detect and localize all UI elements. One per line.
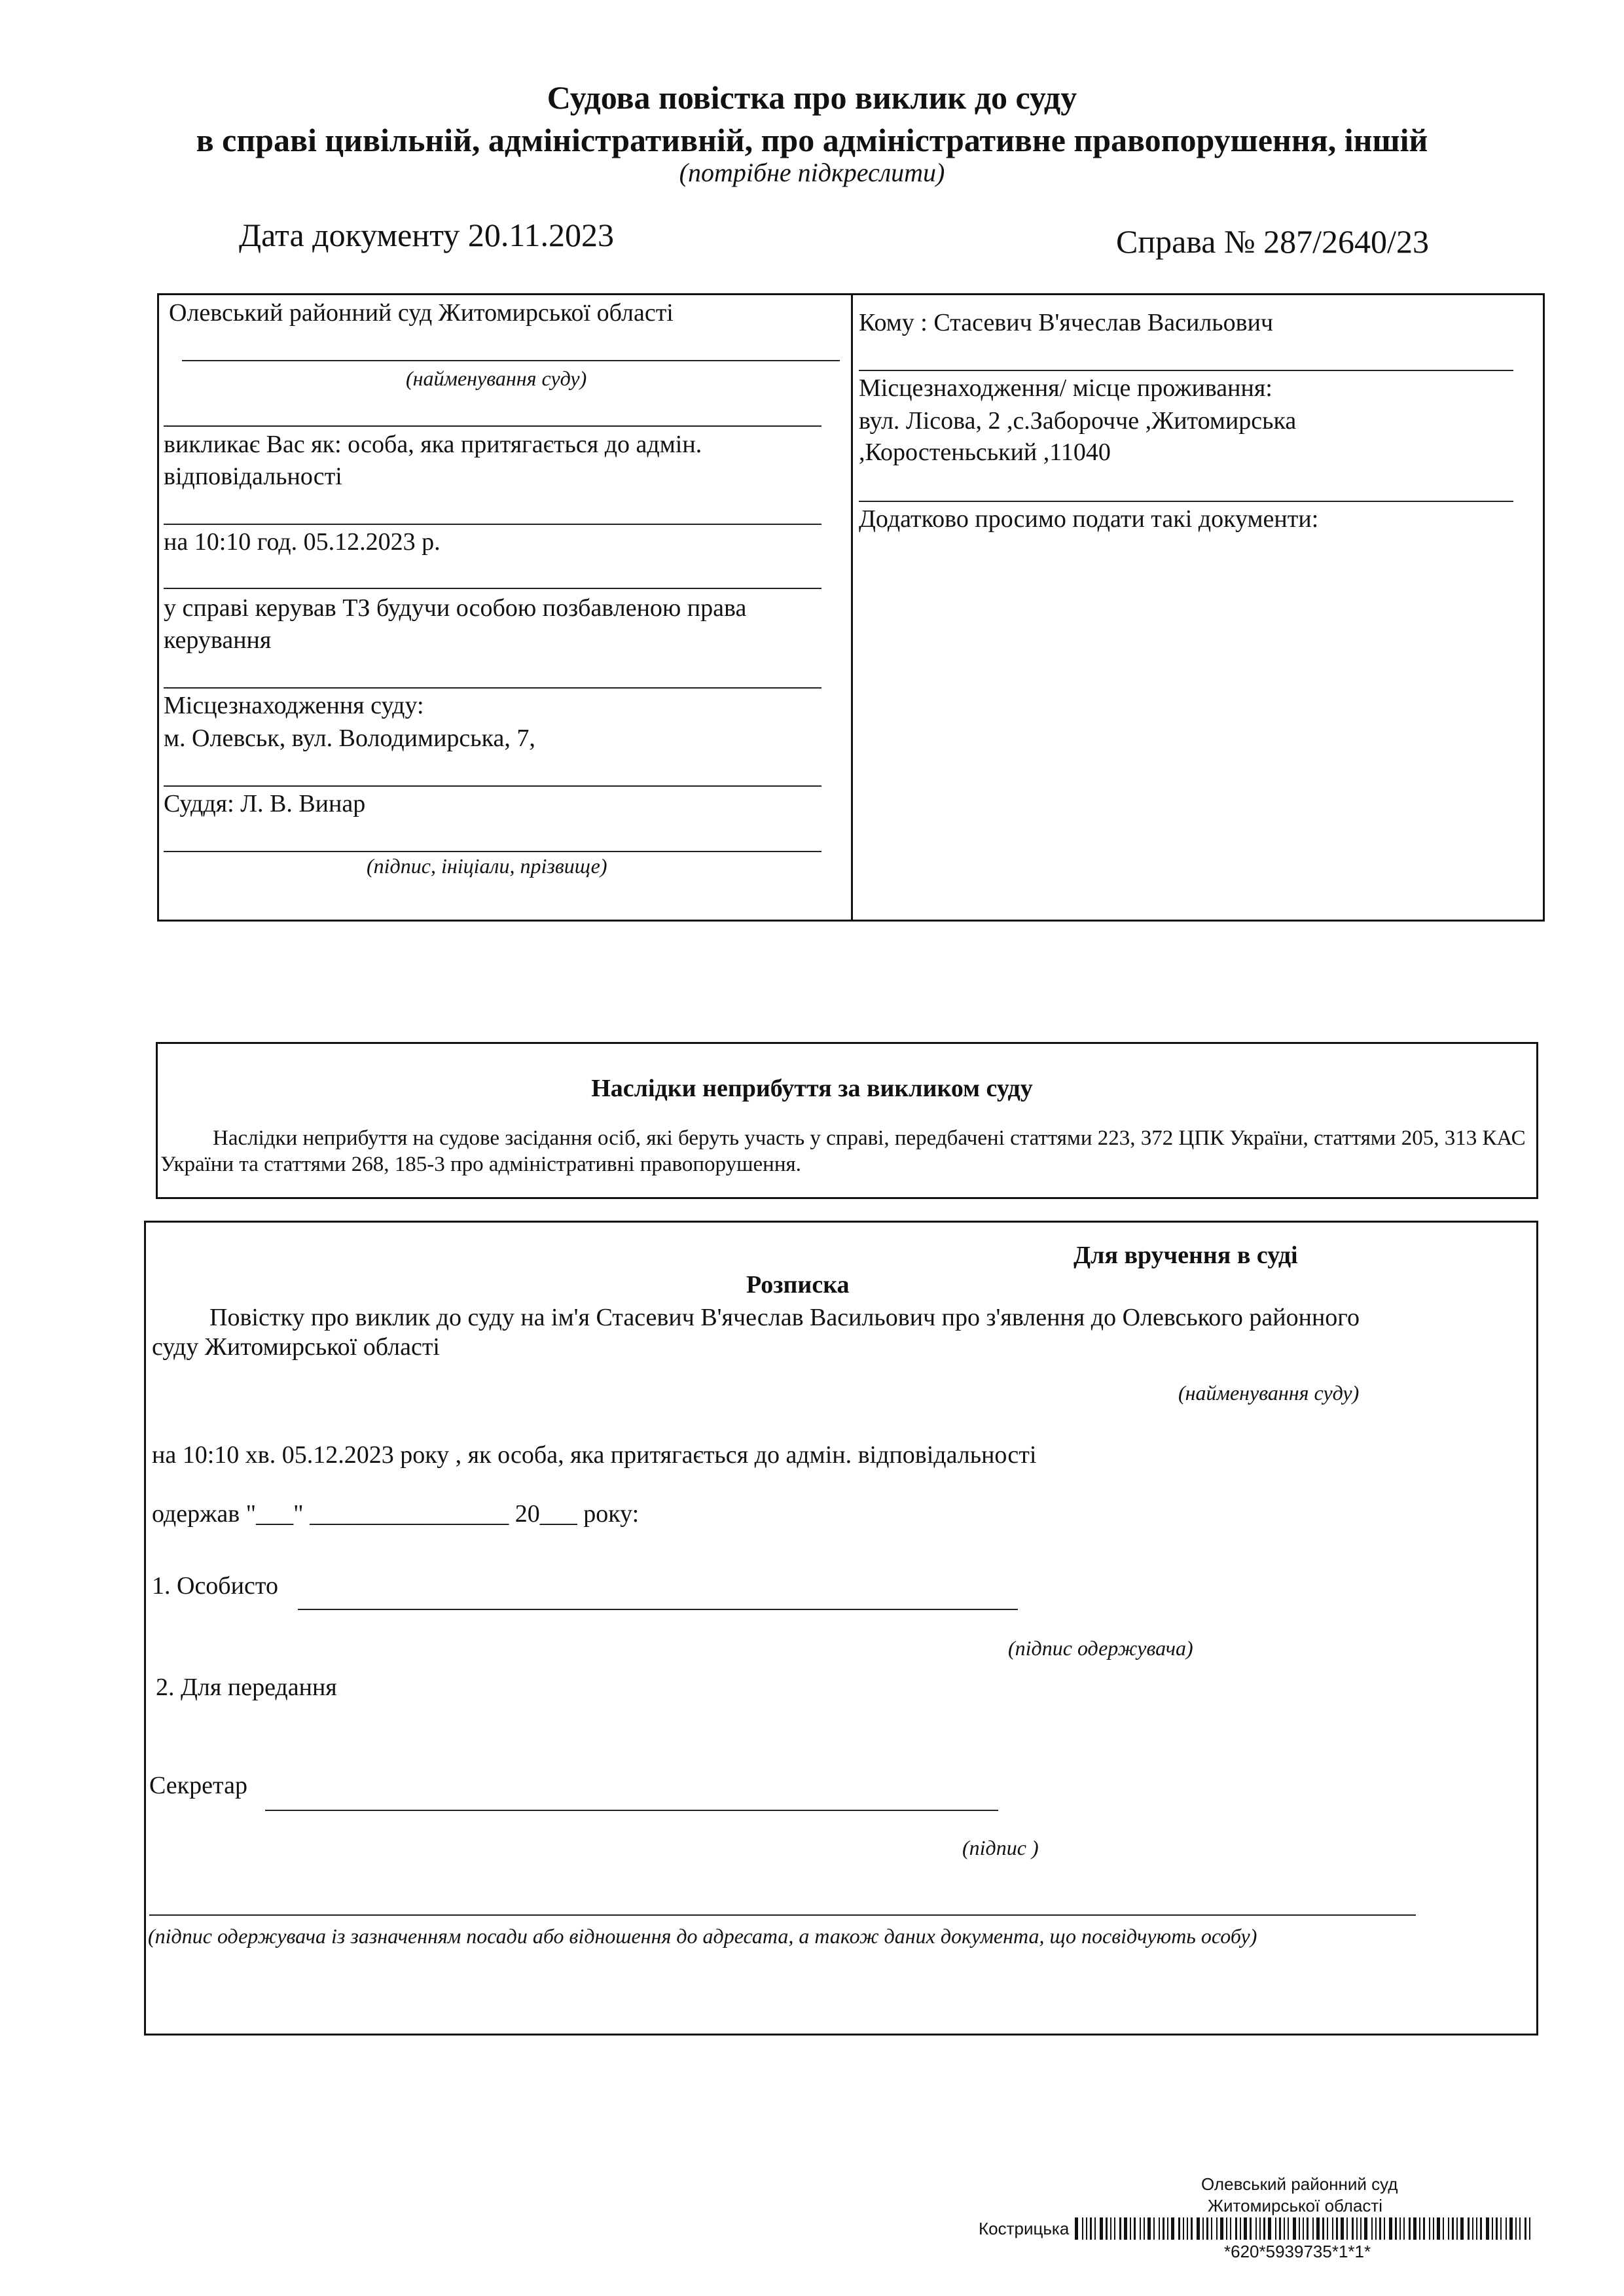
barcode-bar [1263,2217,1265,2240]
barcode-bar [1167,2217,1168,2240]
barcode-bar [1171,2217,1174,2240]
barcode-bar [1496,2217,1498,2240]
received-line: одержав "___" ________________ 20___ року: [152,1500,640,1528]
barcode-bar [1375,2217,1377,2240]
barcode-bar [1352,2217,1354,2240]
barcode-bar [1075,2217,1078,2240]
barcode-bar [1119,2217,1121,2240]
residence-line-2: ,Коростеньський ,11040 [859,439,1111,466]
divider-line [164,425,821,427]
residence-label: Місцезнаходження/ місце проживання: [859,374,1272,402]
stamp-clerk: Кострицька [979,2219,1070,2238]
barcode-bar [1456,2217,1458,2240]
court-name-caption: (найменування суду) [406,367,587,390]
consequences-text: Наслідки неприбуття на судове засідання осіб, які беруть участь у справі, передбачені статтями 223, 372 ЦПК України, статтями 205, 313 КАС України та статтями 268, 185-3 про адміністративні правопорушення. [160,1126,1526,1176]
barcode-bar [1191,2217,1193,2240]
judge: Суддя: Л. В. Винар [164,790,366,817]
barcode-bar [1356,2217,1358,2240]
barcode-bar [1515,2217,1517,2240]
barcode-bar [1519,2217,1521,2240]
receipt-court-caption: (найменування суду) [1178,1381,1360,1405]
barcode-bar [1082,2217,1083,2240]
barcode-bar [1395,2217,1397,2240]
barcode-bar [1240,2217,1241,2240]
barcode-bar [1327,2217,1328,2240]
divider-line [164,785,821,787]
barcode-bar [1452,2217,1454,2240]
barcode-bar [1492,2217,1493,2240]
barcode-bar [1134,2217,1136,2240]
case-value: 287/2640/23 [1263,223,1429,260]
barcode-bar [1159,2217,1160,2240]
barcode-bar [1284,2217,1285,2240]
barcode-bar [1379,2217,1381,2240]
receipt-line-1: Повістку про виклик до суду на ім'я Стасевич В'ячеслав Васильович про з'явлення до Олевського районного [209,1304,1360,1331]
barcode-bar [1472,2217,1473,2240]
barcode-bar [1500,2217,1502,2240]
barcode-bar [1419,2217,1420,2240]
barcode-bar [1124,2217,1127,2240]
for-transfer-label: 2. Для передання [156,1674,337,1701]
court-name-line [182,360,840,361]
barcode-bar [1336,2217,1338,2240]
hearing-time: на 10:10 год. 05.12.2023 р. [164,528,441,556]
date-label: Дата документу [239,217,460,253]
barcode-bar [1389,2217,1392,2240]
barcode-bar [1255,2217,1257,2240]
recipient-sign-caption: (підпис одержувача) [1008,1636,1193,1660]
barcode-bar [1106,2217,1108,2240]
barcode-bar [1307,2217,1308,2240]
divider-line [164,588,821,589]
barcode-bar [1163,2217,1164,2240]
receipt-time-line: на 10:10 хв. 05.12.2023 року , як особа, яка притягається до адмін. відповідальності [152,1441,1037,1469]
barcode-bar [1460,2217,1464,2240]
barcode-bar [1525,2217,1526,2240]
receipt-title: Розписка [746,1271,850,1299]
barcode-bar [1235,2217,1237,2240]
stamp-court-line-2: Житомирської області [1208,2196,1383,2215]
barcode-bar [1413,2217,1416,2240]
stamp-court-line-1: Олевський районний суд [1201,2174,1398,2194]
barcode-bar [1220,2217,1223,2240]
barcode-bar [1178,2217,1180,2240]
stamp-code: *620*5939735*1*1* [1224,2242,1371,2261]
barcode-bar [1371,2217,1373,2240]
barcode-bar [1480,2217,1482,2240]
barcode-bar [1187,2217,1188,2240]
barcode-bar [1506,2217,1507,2240]
barcode-bar [1399,2217,1401,2240]
divider-line [164,687,821,689]
barcode-bar [1299,2217,1300,2240]
barcode-bar [1147,2217,1151,2240]
barcode-bar [1360,2217,1362,2240]
case-number [1116,223,1429,260]
barcode-bar [1437,2217,1440,2240]
barcode-bar [1211,2217,1212,2240]
barcode-bar [1202,2217,1204,2240]
barcode-bar [1275,2217,1276,2240]
court-location: м. Олевськ, вул. Володимирська, 7, [164,725,535,752]
barcode-bar [1206,2217,1208,2240]
personally-sign-line [298,1609,1018,1610]
barcode-bar [1094,2217,1096,2240]
barcode-bar [1443,2217,1444,2240]
for-court-label: Для вручення в суді [1074,1242,1298,1269]
barcode-bar [1312,2217,1314,2240]
barcode-bar [1100,2217,1103,2240]
secretary-sign-line [265,1810,998,1811]
barcode-bar [1509,2217,1513,2240]
judge-sign-caption: (підпис, ініціали, прізвище) [367,854,607,878]
residence-line-1: вул. Лісова, 2 ,с.Заборочче ,Житомирська [859,407,1297,435]
barcode-bar [1153,2217,1155,2240]
barcode-bar [1433,2217,1434,2240]
barcode-bar [1346,2217,1348,2240]
barcode-bar [1144,2217,1145,2240]
barcode-bar [1110,2217,1111,2240]
barcode-bar [1403,2217,1405,2240]
barcode-bar [1468,2217,1470,2240]
secretary-label: Секретар [149,1772,247,1799]
barcode-bar [1364,2217,1367,2240]
summons-column-divider [851,293,853,922]
barcode-bar [1086,2217,1087,2240]
barcode-bar [1429,2217,1430,2240]
barcode-bar [1216,2217,1218,2240]
summons-as: викликає Вас як: особа, яка притягається до адмін. відповідальності [164,431,702,491]
barcode-bar [1303,2217,1304,2240]
barcode-bar [1226,2217,1227,2240]
date-value: 20.11.2023 [467,217,614,253]
barcode-bar [1476,2217,1477,2240]
residence-line [859,501,1513,502]
barcode-bar [1423,2217,1425,2240]
barcode-bar [1183,2217,1184,2240]
barcode-bar [1268,2217,1271,2240]
barcode-bar [1288,2217,1289,2240]
footer-caption: (підпис одержувача із зазначенням посади або відношення до адресата, а також даних документа, що посвідчують особу) [148,1924,1257,1948]
barcode-bar [1316,2217,1320,2240]
consequences-title: Наслідки неприбуття за викликом суду [591,1075,1033,1102]
barcode-icon [1075,2217,1533,2240]
barcode-bar [1332,2217,1333,2240]
barcode-bar [1486,2217,1489,2240]
recipient-line [859,370,1513,371]
underline-note: (потрібне підкреслити) [679,158,945,187]
court-name: Олевський районний суд Житомирської області [169,299,674,327]
secretary-sign-caption: (підпис ) [962,1836,1039,1859]
barcode-bar [1341,2217,1344,2240]
barcode-bar [1244,2217,1247,2240]
document-date [239,216,614,254]
footer-sign-line [149,1914,1416,1916]
barcode-bar [1259,2217,1261,2240]
barcode-bar [1230,2217,1231,2240]
document-subtitle: в справі цивільній, адміністративній, про адміністративне правопорушення, іншій [196,122,1428,158]
barcode-bar [1322,2217,1324,2240]
barcode-bar [1197,2217,1200,2240]
court-location-label: Місцезнаходження суду: [164,692,424,719]
case-subject: у справі керував ТЗ будучи особою позбавленою права керування [164,594,747,655]
case-label: Справа № [1116,223,1255,260]
barcode-bar [1293,2217,1296,2240]
document-title: Судова повістка про виклик до суду [547,79,1077,116]
recipient: Кому : Стасевич В'ячеслав Васильович [859,309,1274,336]
barcode-bar [1250,2217,1252,2240]
docs-label: Додатково просимо подати такі документи: [859,505,1319,533]
divider-line [164,524,821,525]
barcode-bar [1448,2217,1449,2240]
barcode-bar [1130,2217,1131,2240]
judge-sign-line [164,851,821,852]
barcode-bar [1140,2217,1141,2240]
barcode-bar [1114,2217,1115,2240]
barcode-bar [1529,2217,1530,2240]
barcode-bar [1090,2217,1092,2240]
personally-label: 1. Особисто [152,1572,278,1600]
barcode-bar [1384,2217,1385,2240]
barcode-bar [1279,2217,1281,2240]
receipt-line-2: суду Житомирської області [152,1333,440,1361]
barcode-bar [1409,2217,1411,2240]
